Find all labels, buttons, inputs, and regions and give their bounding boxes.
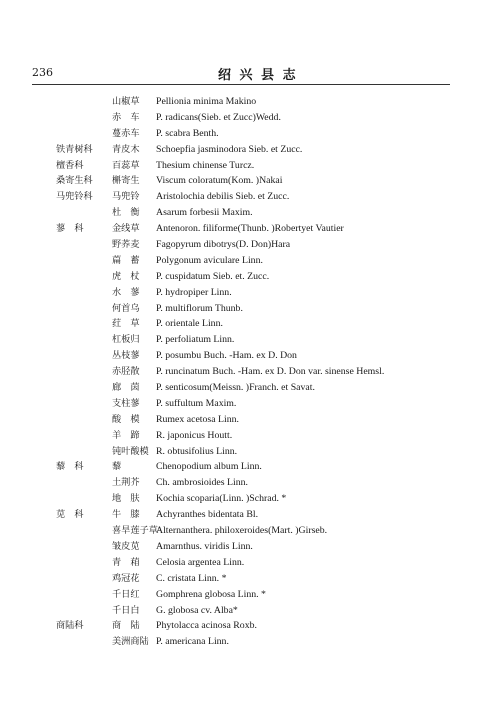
latin-name: P. radicans(Sieb. et Zucc)Wedd. [156,111,281,123]
chinese-name: 皱皮苋 [112,540,140,552]
list-item [0,221,480,237]
chinese-name: 水 蓼 [112,286,140,298]
latin-name: Viscum coloratum(Kom. )Nakai [156,175,283,187]
list-item [0,173,480,189]
family-name: 桑寄生科 [56,175,93,187]
latin-name: P. suffultum Maxim. [156,397,237,409]
chinese-name: 牛 膝 [112,509,140,521]
list-item [0,571,480,587]
latin-name: Achyranthes bidentata Bl. [156,509,259,521]
chinese-name: 鸡冠花 [112,572,140,584]
species-list [0,94,480,650]
latin-name: P. hydropiper Linn. [156,286,232,298]
chinese-name: 虎 杖 [112,270,140,282]
list-item [0,634,480,650]
list-item [0,618,480,634]
list-item [0,555,480,571]
latin-name: Kochia scoparia(Linn. )Schrad. * [156,493,287,505]
chinese-name: 马兜铃 [112,191,140,203]
latin-name: P. perfoliatum Linn. [156,334,235,346]
family-name: 蓼 科 [56,223,84,235]
latin-name: G. globosa cv. Alba* [156,604,238,616]
header-rule [32,84,450,85]
list-item [0,285,480,301]
latin-name: Antenoron. filiforme(Thunb. )Robertyet Vautier [156,223,344,235]
list-item [0,126,480,142]
list-item [0,412,480,428]
latin-name: Ch. ambrosioides Linn. [156,477,248,489]
list-item [0,269,480,285]
latin-name: Alternanthera. philoxeroides(Mart. )Girseb. [156,525,328,537]
family-name: 马兜铃科 [56,191,93,203]
latin-name: Celosia argentea Linn. [156,556,245,568]
chinese-name: 青皮木 [112,143,140,155]
running-title: 绍 兴 县 志 [218,68,298,83]
list-item [0,587,480,603]
list-item [0,380,480,396]
list-item [0,253,480,269]
latin-name: Amarnthus. viridis Linn. [156,540,253,552]
chinese-name: 丛枝蓼 [112,350,140,362]
chinese-name: 千日红 [112,588,140,600]
latin-name: Polygonum aviculare Linn. [156,254,263,266]
list-item [0,301,480,317]
latin-name: Aristolochia debilis Sieb. et Zucc. [156,191,290,203]
latin-name: Pellionia minima Makino [156,96,257,107]
chinese-name: 杠板归 [112,334,140,346]
list-item [0,603,480,619]
family-name: 檀香科 [56,159,84,171]
latin-name: P. senticosum(Meissn. )Franch. et Savat. [156,382,315,394]
latin-name: P. americana Linn. [156,636,229,648]
latin-name: P. scabra Benth. [156,127,219,139]
list-item [0,523,480,539]
chinese-name: 商 陆 [112,620,140,632]
list-item [0,94,480,110]
list-item [0,364,480,380]
chinese-name: 青 葙 [112,556,140,568]
chinese-name: 荭 草 [112,318,140,330]
list-item [0,475,480,491]
latin-name: Thesium chinense Turcz. [156,159,255,171]
chinese-name: 地 肤 [112,493,140,505]
chinese-name: 钝叶酸模 [112,445,149,457]
chinese-name: 萹 蓄 [112,254,140,266]
list-item [0,332,480,348]
chinese-name: 百蕊草 [112,159,140,171]
list-item [0,507,480,523]
latin-name: R. japonicus Houtt. [156,429,233,441]
list-item [0,110,480,126]
list-item [0,539,480,555]
latin-name: Phytolacca acinosa Roxb. [156,620,257,632]
chinese-name: 美洲商陆 [112,636,149,648]
chinese-name: 蔓赤车 [112,127,140,139]
chinese-name: 支柱蓼 [112,397,140,409]
chinese-name: 槲寄生 [112,175,140,187]
chinese-name: 何首乌 [112,302,140,314]
chinese-name: 赤 车 [112,111,140,123]
chinese-name: 酸 模 [112,413,140,425]
chinese-name: 野荞麦 [112,239,140,251]
chinese-name: 喜旱莲子草 [112,525,158,537]
chinese-name: 千日白 [112,604,140,616]
latin-name: Asarum forbesii Maxim. [156,207,253,219]
chinese-name: 赤胫散 [112,366,140,378]
latin-name: P. orientale Linn. [156,318,223,330]
latin-name: Chenopodium album Linn. [156,461,262,473]
list-item [0,428,480,444]
list-item [0,189,480,205]
list-item [0,316,480,332]
list-item [0,444,480,460]
list-item [0,237,480,253]
latin-name: Gomphrena globosa Linn. * [156,588,266,600]
latin-name: P. cuspidatum Sieb. et. Zucc. [156,270,270,282]
chinese-name: 杜 衡 [112,207,140,219]
chinese-name: 藜 [112,461,122,473]
page-number: 236 [32,66,53,79]
chinese-name: 土荆芥 [112,477,140,489]
list-item [0,491,480,507]
latin-name: P. runcinatum Buch. -Ham. ex D. Don var. sinense Hemsl. [156,366,385,378]
latin-name: Schoepfia jasminodora Sieb. et Zucc. [156,143,303,155]
chinese-name: 廊 茵 [112,382,140,394]
latin-name: R. obtusifolius Linn. [156,445,238,457]
list-item [0,142,480,158]
chinese-name: 金线草 [112,223,140,235]
family-name: 商陆科 [56,620,84,632]
family-name: 苋 科 [56,509,84,521]
list-item [0,205,480,221]
chinese-name: 山椒草 [112,96,140,107]
family-name: 铁青树科 [56,143,93,155]
family-name: 藜 科 [56,461,84,473]
latin-name: Fagopyrum dibotrys(D. Don)Hara [156,239,291,251]
list-item [0,459,480,475]
list-item [0,348,480,364]
latin-name: P. multiflorum Thunb. [156,302,243,314]
list-item [0,158,480,174]
latin-name: Rumex acetosa Linn. [156,413,239,425]
chinese-name: 羊 蹄 [112,429,140,441]
latin-name: C. cristata Linn. * [156,572,227,584]
page-header [32,66,450,84]
list-item [0,396,480,412]
latin-name: P. posumbu Buch. -Ham. ex D. Don [156,350,297,362]
